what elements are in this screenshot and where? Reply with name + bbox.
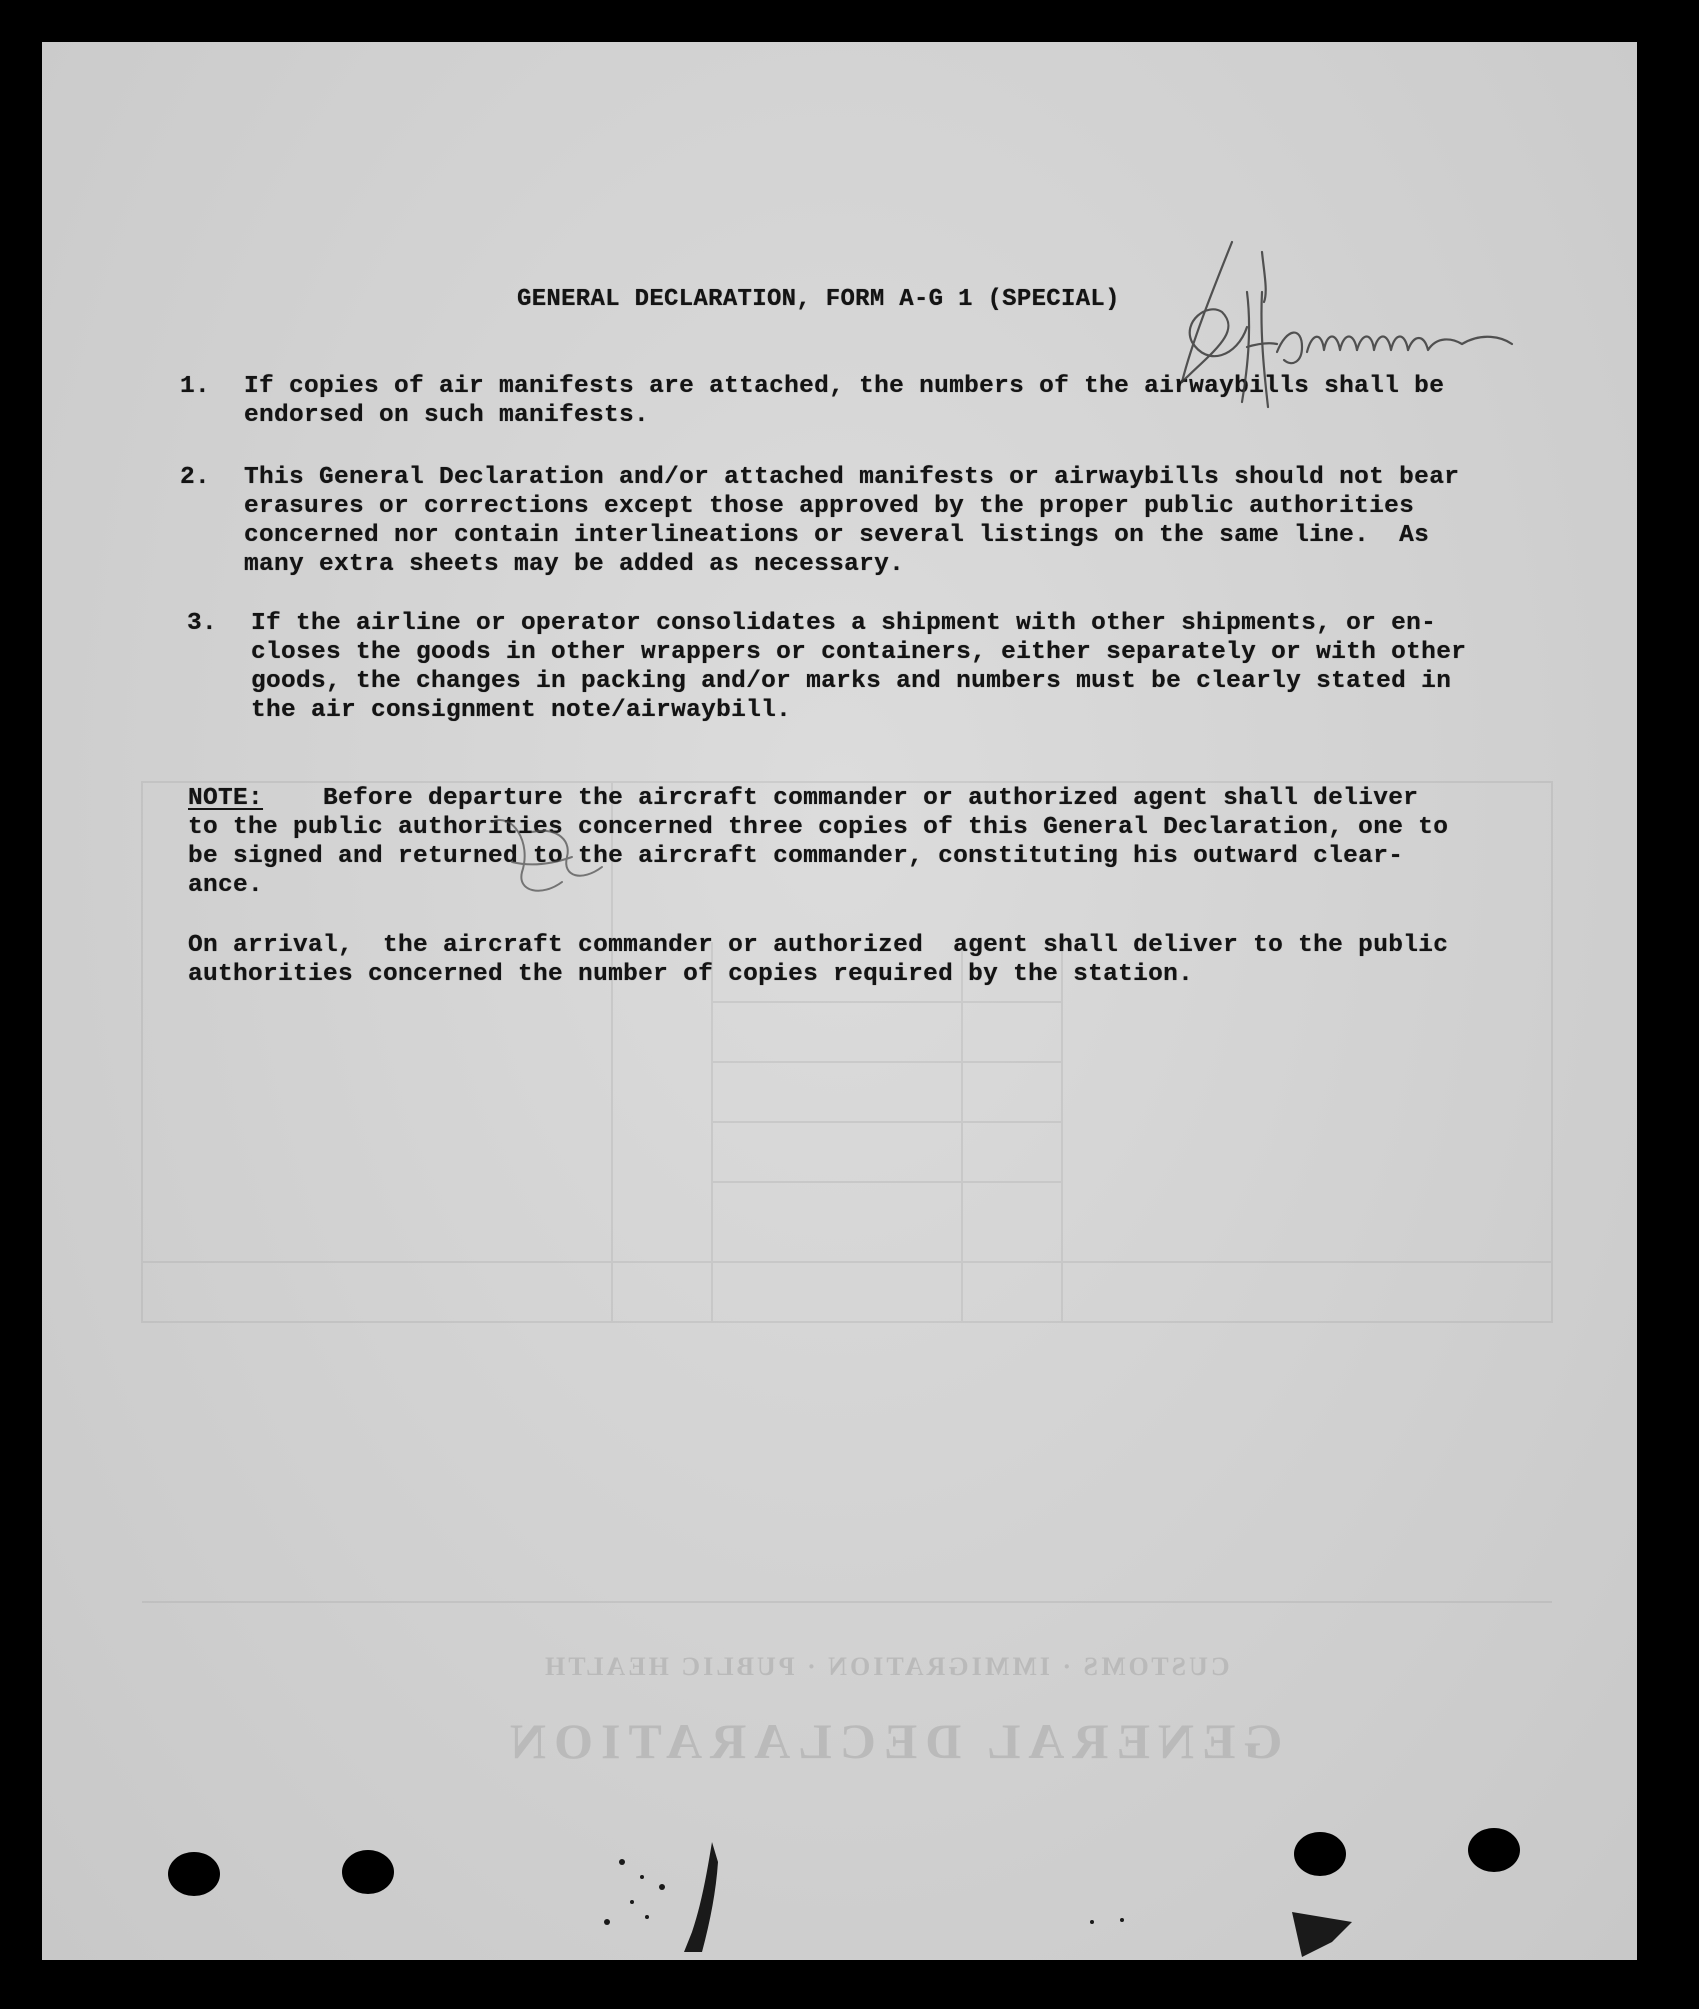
- arrival-line-2: authorities concerned the number of copies required by the station.: [188, 961, 1194, 988]
- bottom-ink-specks: [592, 1822, 1392, 1962]
- item-1-line-2: endorsed on such manifests.: [244, 402, 650, 429]
- punch-hole-4: [1468, 1828, 1520, 1872]
- item-3-line-4: the air consignment note/airwaybill.: [251, 697, 792, 724]
- arrival-line-1: On arrival, the aircraft commander or authorized agent shall deliver to the public: [188, 932, 1449, 959]
- item-1-line-1: If copies of air manifests are attached, the numbers of the airwaybills shall be: [244, 373, 1445, 400]
- item-3-line-1: If the airline or operator consolidates a shipment with other shipments, or en-: [251, 610, 1437, 637]
- note-line-4: ance.: [188, 872, 264, 899]
- item-1-number: 1.: [180, 373, 211, 400]
- note-line-2: to the public authorities concerned three copies of this General Declaration, one to: [188, 814, 1449, 841]
- item-2-line-3: concerned nor contain interlineations or several listings on the same line. As: [244, 522, 1430, 549]
- bleed-through-subheading: CUSTOMS · IMMIGRATION · PUBLIC HEALTH: [542, 1652, 1230, 1681]
- note-label: NOTE:: [188, 785, 264, 812]
- bleed-through-heading: GENERAL DECLARATION: [502, 1713, 1283, 1769]
- note-first-line: [188, 784, 1418, 814]
- item-3-line-2: closes the goods in other wrappers or containers, either separately or with other: [251, 639, 1467, 666]
- form-title: GENERAL DECLARATION, FORM A-G 1 (SPECIAL): [517, 286, 1120, 313]
- item-2-line-2: erasures or corrections except those approved by the proper public authorities: [244, 493, 1415, 520]
- note-first-line-text: Before departure the aircraft commander or authorized agent shall deliver: [263, 785, 1419, 812]
- handwritten-signature: [1152, 232, 1652, 432]
- document-page: [42, 42, 1637, 1960]
- item-2-line-1: This General Declaration and/or attached manifests or airwaybills should not bear: [244, 464, 1460, 491]
- item-3-line-3: goods, the changes in packing and/or marks and numbers must be clearly stated in: [251, 668, 1452, 695]
- item-2-line-4: many extra sheets may be added as necessary.: [244, 551, 905, 578]
- item-3-number: 3.: [187, 610, 218, 637]
- punch-hole-2: [342, 1850, 394, 1894]
- punch-hole-1: [168, 1852, 220, 1896]
- item-2-number: 2.: [180, 464, 211, 491]
- pencil-mark: [472, 802, 632, 922]
- note-line-3: be signed and returned to the aircraft commander, constituting his outward clear-: [188, 843, 1404, 870]
